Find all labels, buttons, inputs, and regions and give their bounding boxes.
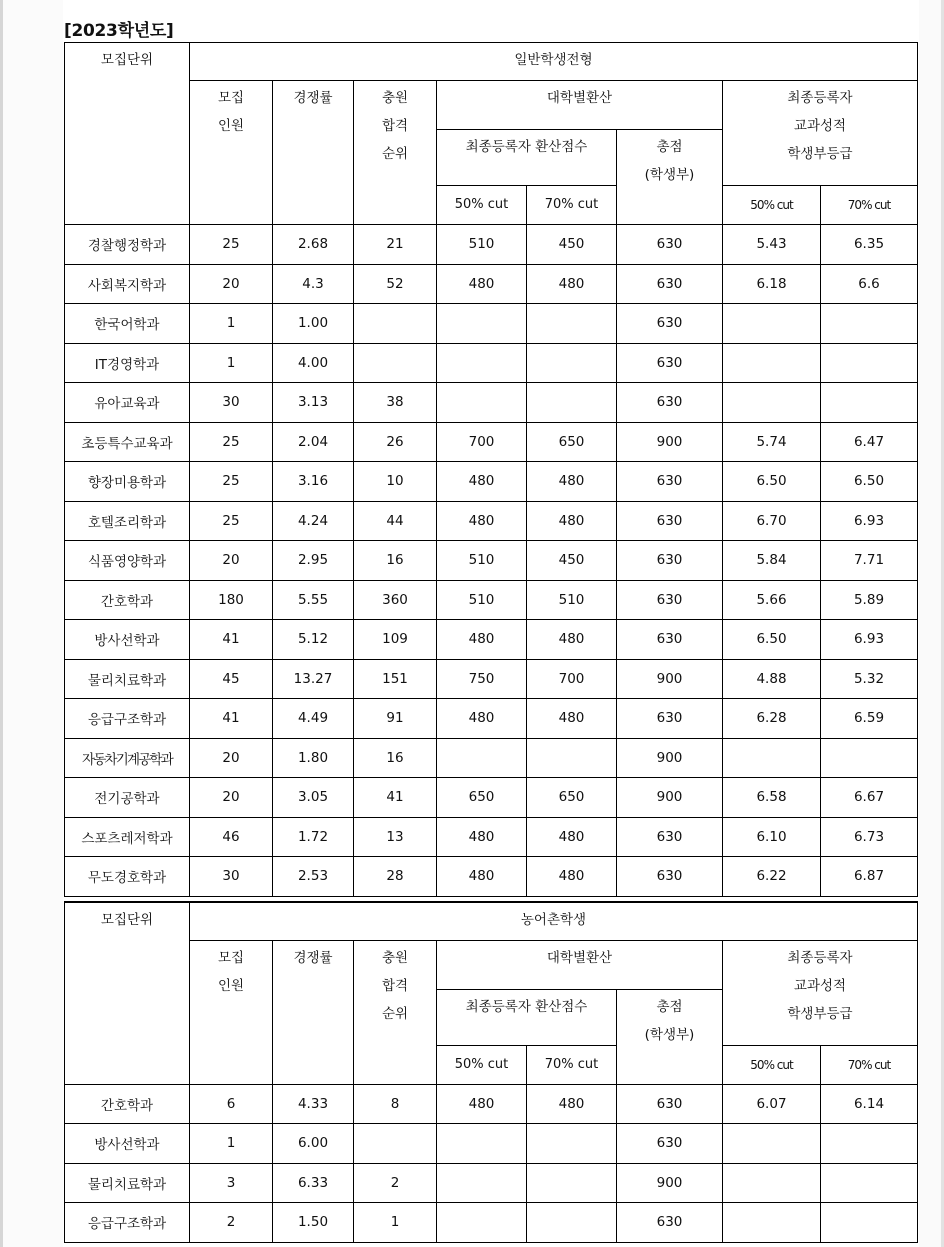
table-row [65, 1084, 918, 1124]
grade50-cell: 6.50 [723, 620, 821, 660]
header-grade-cut70: 70% cut [821, 186, 918, 225]
header-competition: 경쟁률 [273, 81, 354, 225]
header-grade-cut70: 70% cut [821, 1045, 918, 1084]
rank-cell: 21 [354, 225, 437, 265]
table-row [65, 264, 918, 304]
total-cell: 900 [617, 778, 723, 818]
total-cell: 630 [617, 580, 723, 620]
cut70-cell: 480 [527, 1084, 617, 1124]
grade50-cell [723, 343, 821, 383]
total-cell: 630 [617, 501, 723, 541]
cut70-cell: 510 [527, 580, 617, 620]
cut70-cell [527, 738, 617, 778]
total-cell: 630 [617, 1084, 723, 1124]
cut50-cell: 480 [437, 501, 527, 541]
rate-cell: 3.13 [273, 383, 354, 423]
dept-cell: 향장미용학과 [65, 462, 190, 502]
section-title: 농어촌학생 [190, 902, 918, 940]
table-row [65, 620, 918, 660]
rank-cell: 1 [354, 1203, 437, 1243]
total-cell: 630 [617, 264, 723, 304]
total-cell: 630 [617, 462, 723, 502]
cut70-cell: 480 [527, 699, 617, 739]
table-row [65, 304, 918, 344]
grade70-cell: 6.93 [821, 501, 918, 541]
cut50-cell: 480 [437, 462, 527, 502]
grade50-cell: 5.84 [723, 541, 821, 581]
cut50-cell: 480 [437, 264, 527, 304]
count-cell: 41 [190, 620, 273, 660]
rate-cell: 4.24 [273, 501, 354, 541]
dept-cell: 응급구조학과 [65, 1203, 190, 1243]
table-row [65, 501, 918, 541]
total-cell: 630 [617, 817, 723, 857]
cut70-cell [527, 1203, 617, 1243]
rank-cell: 26 [354, 422, 437, 462]
dept-cell: 자동차기계공학과 [65, 738, 190, 778]
cut50-cell [437, 383, 527, 423]
cut50-cell: 700 [437, 422, 527, 462]
cut50-cell: 480 [437, 620, 527, 660]
cut70-cell [527, 343, 617, 383]
cut50-cell: 510 [437, 541, 527, 581]
page-margin-left [3, 0, 63, 1247]
count-cell: 46 [190, 817, 273, 857]
total-cell: 630 [617, 343, 723, 383]
dept-cell: IT경영학과 [65, 343, 190, 383]
grade70-cell: 6.50 [821, 462, 918, 502]
grade70-cell: 6.73 [821, 817, 918, 857]
header-grade: 최종등록자 교과성적 학생부등급 [723, 940, 918, 1045]
dept-cell: 유아교육과 [65, 383, 190, 423]
rank-cell: 38 [354, 383, 437, 423]
cut50-cell: 750 [437, 659, 527, 699]
grade70-cell: 6.35 [821, 225, 918, 265]
rate-cell: 1.72 [273, 817, 354, 857]
count-cell: 20 [190, 738, 273, 778]
grade50-cell: 6.10 [723, 817, 821, 857]
grade70-cell [821, 738, 918, 778]
cut70-cell: 480 [527, 817, 617, 857]
rate-cell: 2.68 [273, 225, 354, 265]
cut70-cell: 480 [527, 264, 617, 304]
grade70-cell: 5.89 [821, 580, 918, 620]
rank-cell: 52 [354, 264, 437, 304]
count-cell: 25 [190, 501, 273, 541]
header-rank: 충원 합격 순위 [354, 81, 437, 225]
dept-cell: 물리치료학과 [65, 1163, 190, 1203]
table-row [65, 383, 918, 423]
rate-cell: 3.05 [273, 778, 354, 818]
table-row [65, 738, 918, 778]
rate-cell: 6.00 [273, 1124, 354, 1164]
table-row [65, 699, 918, 739]
cut70-cell: 480 [527, 462, 617, 502]
cut50-cell: 480 [437, 1084, 527, 1124]
dept-cell: 초등특수교육과 [65, 422, 190, 462]
total-cell: 630 [617, 620, 723, 660]
table-row [65, 541, 918, 581]
table-row [65, 857, 918, 897]
dept-cell: 경찰행정학과 [65, 225, 190, 265]
grade70-cell [821, 1124, 918, 1164]
grade70-cell [821, 1163, 918, 1203]
total-cell: 630 [617, 699, 723, 739]
cut50-cell [437, 1203, 527, 1243]
cut70-cell [527, 304, 617, 344]
cut50-cell: 510 [437, 580, 527, 620]
grade70-cell [821, 304, 918, 344]
count-cell: 3 [190, 1163, 273, 1203]
grade50-cell: 5.43 [723, 225, 821, 265]
table-row [65, 225, 918, 265]
dept-cell: 스포츠레저학과 [65, 817, 190, 857]
cut70-cell [527, 1124, 617, 1164]
total-cell: 630 [617, 225, 723, 265]
table-row [65, 422, 918, 462]
cut70-cell: 480 [527, 501, 617, 541]
count-cell: 30 [190, 857, 273, 897]
grade50-cell: 6.07 [723, 1084, 821, 1124]
total-cell: 630 [617, 1203, 723, 1243]
total-cell: 630 [617, 857, 723, 897]
total-cell: 900 [617, 422, 723, 462]
rank-cell [354, 1124, 437, 1164]
rate-cell: 1.50 [273, 1203, 354, 1243]
header-unit: 모집단위 [65, 902, 190, 1084]
header-cut50: 50% cut [437, 186, 527, 225]
dept-cell: 간호학과 [65, 1084, 190, 1124]
rank-cell [354, 343, 437, 383]
count-cell: 25 [190, 462, 273, 502]
total-cell: 900 [617, 738, 723, 778]
cut70-cell [527, 383, 617, 423]
rate-cell: 5.12 [273, 620, 354, 660]
grade70-cell: 6.47 [821, 422, 918, 462]
grade70-cell [821, 343, 918, 383]
rate-cell: 6.33 [273, 1163, 354, 1203]
page-margin-right [919, 0, 941, 1247]
grade70-cell: 6.67 [821, 778, 918, 818]
header-recruit-count: 모집 인원 [190, 940, 273, 1084]
header-total: 총점 (학생부) [617, 130, 723, 225]
admission-table-general [64, 42, 918, 897]
table-row [65, 462, 918, 502]
rank-cell: 91 [354, 699, 437, 739]
grade50-cell [723, 383, 821, 423]
grade50-cell [723, 1124, 821, 1164]
total-cell: 900 [617, 1163, 723, 1203]
grade50-cell [723, 1163, 821, 1203]
total-cell: 630 [617, 1124, 723, 1164]
count-cell: 1 [190, 304, 273, 344]
rate-cell: 4.00 [273, 343, 354, 383]
header-final-conv-score: 최종등록자 환산점수 [437, 130, 617, 186]
grade50-cell [723, 738, 821, 778]
header-competition: 경쟁률 [273, 940, 354, 1084]
cut70-cell: 450 [527, 225, 617, 265]
rate-cell: 13.27 [273, 659, 354, 699]
table-row [65, 817, 918, 857]
rate-cell: 1.80 [273, 738, 354, 778]
cut70-cell: 700 [527, 659, 617, 699]
grade70-cell [821, 383, 918, 423]
rate-cell: 1.00 [273, 304, 354, 344]
header-rank: 충원 합격 순위 [354, 940, 437, 1084]
dept-cell: 전기공학과 [65, 778, 190, 818]
cut70-cell: 650 [527, 778, 617, 818]
grade50-cell: 6.18 [723, 264, 821, 304]
rank-cell: 360 [354, 580, 437, 620]
rank-cell: 8 [354, 1084, 437, 1124]
count-cell: 20 [190, 778, 273, 818]
grade50-cell: 6.50 [723, 462, 821, 502]
cut50-cell [437, 738, 527, 778]
cut50-cell: 480 [437, 857, 527, 897]
count-cell: 20 [190, 541, 273, 581]
table-row [65, 1163, 918, 1203]
count-cell: 180 [190, 580, 273, 620]
grade50-cell: 5.66 [723, 580, 821, 620]
cut50-cell: 650 [437, 778, 527, 818]
count-cell: 6 [190, 1084, 273, 1124]
rank-cell: 44 [354, 501, 437, 541]
count-cell: 2 [190, 1203, 273, 1243]
cut50-cell: 510 [437, 225, 527, 265]
table-row [65, 1203, 918, 1243]
dept-cell: 방사선학과 [65, 620, 190, 660]
rate-cell: 2.53 [273, 857, 354, 897]
grade70-cell [821, 1203, 918, 1243]
table-row [65, 778, 918, 818]
header-total: 총점 (학생부) [617, 989, 723, 1084]
count-cell: 41 [190, 699, 273, 739]
grade70-cell: 6.93 [821, 620, 918, 660]
header-recruit-count: 모집 인원 [190, 81, 273, 225]
cut70-cell [527, 1163, 617, 1203]
grade70-cell: 6.6 [821, 264, 918, 304]
header-grade-cut50: 50% cut [723, 1045, 821, 1084]
table-row [65, 659, 918, 699]
rank-cell: 28 [354, 857, 437, 897]
grade70-cell: 5.32 [821, 659, 918, 699]
header-cut70: 70% cut [527, 1045, 617, 1084]
cut50-cell [437, 1124, 527, 1164]
rate-cell: 4.49 [273, 699, 354, 739]
table-row [65, 1124, 918, 1164]
cut70-cell: 480 [527, 857, 617, 897]
dept-cell: 호텔조리학과 [65, 501, 190, 541]
cut50-cell [437, 304, 527, 344]
header-grade: 최종등록자 교과성적 학생부등급 [723, 81, 918, 186]
dept-cell: 무도경호학과 [65, 857, 190, 897]
page-title: [2023학년도] [64, 21, 174, 41]
rate-cell: 5.55 [273, 580, 354, 620]
dept-cell: 식품영양학과 [65, 541, 190, 581]
rank-cell: 2 [354, 1163, 437, 1203]
header-cut50: 50% cut [437, 1045, 527, 1084]
table-row [65, 580, 918, 620]
grade50-cell [723, 304, 821, 344]
grade50-cell: 6.70 [723, 501, 821, 541]
dept-cell: 응급구조학과 [65, 699, 190, 739]
grade70-cell: 7.71 [821, 541, 918, 581]
header-unit: 모집단위 [65, 43, 190, 225]
grade50-cell: 6.22 [723, 857, 821, 897]
dept-cell: 방사선학과 [65, 1124, 190, 1164]
dept-cell: 한국어학과 [65, 304, 190, 344]
dept-cell: 간호학과 [65, 580, 190, 620]
total-cell: 900 [617, 659, 723, 699]
rate-cell: 4.33 [273, 1084, 354, 1124]
total-cell: 630 [617, 383, 723, 423]
table-row [65, 343, 918, 383]
grade50-cell [723, 1203, 821, 1243]
header-univ-conversion: 대학별환산 [437, 940, 723, 989]
grade50-cell: 6.58 [723, 778, 821, 818]
grade50-cell: 4.88 [723, 659, 821, 699]
grade50-cell: 5.74 [723, 422, 821, 462]
cut70-cell: 650 [527, 422, 617, 462]
count-cell: 30 [190, 383, 273, 423]
cut50-cell [437, 1163, 527, 1203]
count-cell: 45 [190, 659, 273, 699]
rank-cell: 109 [354, 620, 437, 660]
count-cell: 1 [190, 343, 273, 383]
header-univ-conversion: 대학별환산 [437, 81, 723, 130]
count-cell: 25 [190, 225, 273, 265]
count-cell: 1 [190, 1124, 273, 1164]
rate-cell: 2.95 [273, 541, 354, 581]
rate-cell: 3.16 [273, 462, 354, 502]
section-title: 일반학생전형 [190, 43, 918, 81]
dept-cell: 물리치료학과 [65, 659, 190, 699]
grade50-cell: 6.28 [723, 699, 821, 739]
rank-cell: 10 [354, 462, 437, 502]
rate-cell: 2.04 [273, 422, 354, 462]
rank-cell: 16 [354, 541, 437, 581]
dept-cell: 사회복지학과 [65, 264, 190, 304]
header-grade-cut50: 50% cut [723, 186, 821, 225]
total-cell: 630 [617, 304, 723, 344]
grade70-cell: 6.59 [821, 699, 918, 739]
rank-cell: 151 [354, 659, 437, 699]
cut50-cell: 480 [437, 817, 527, 857]
rank-cell [354, 304, 437, 344]
header-final-conv-score: 최종등록자 환산점수 [437, 989, 617, 1045]
rank-cell: 41 [354, 778, 437, 818]
admission-table-rural [64, 901, 918, 1243]
cut50-cell [437, 343, 527, 383]
cut70-cell: 480 [527, 620, 617, 660]
rate-cell: 4.3 [273, 264, 354, 304]
cut70-cell: 450 [527, 541, 617, 581]
grade70-cell: 6.87 [821, 857, 918, 897]
rank-cell: 16 [354, 738, 437, 778]
grade70-cell: 6.14 [821, 1084, 918, 1124]
cut50-cell: 480 [437, 699, 527, 739]
count-cell: 25 [190, 422, 273, 462]
header-cut70: 70% cut [527, 186, 617, 225]
total-cell: 630 [617, 541, 723, 581]
rank-cell: 13 [354, 817, 437, 857]
count-cell: 20 [190, 264, 273, 304]
